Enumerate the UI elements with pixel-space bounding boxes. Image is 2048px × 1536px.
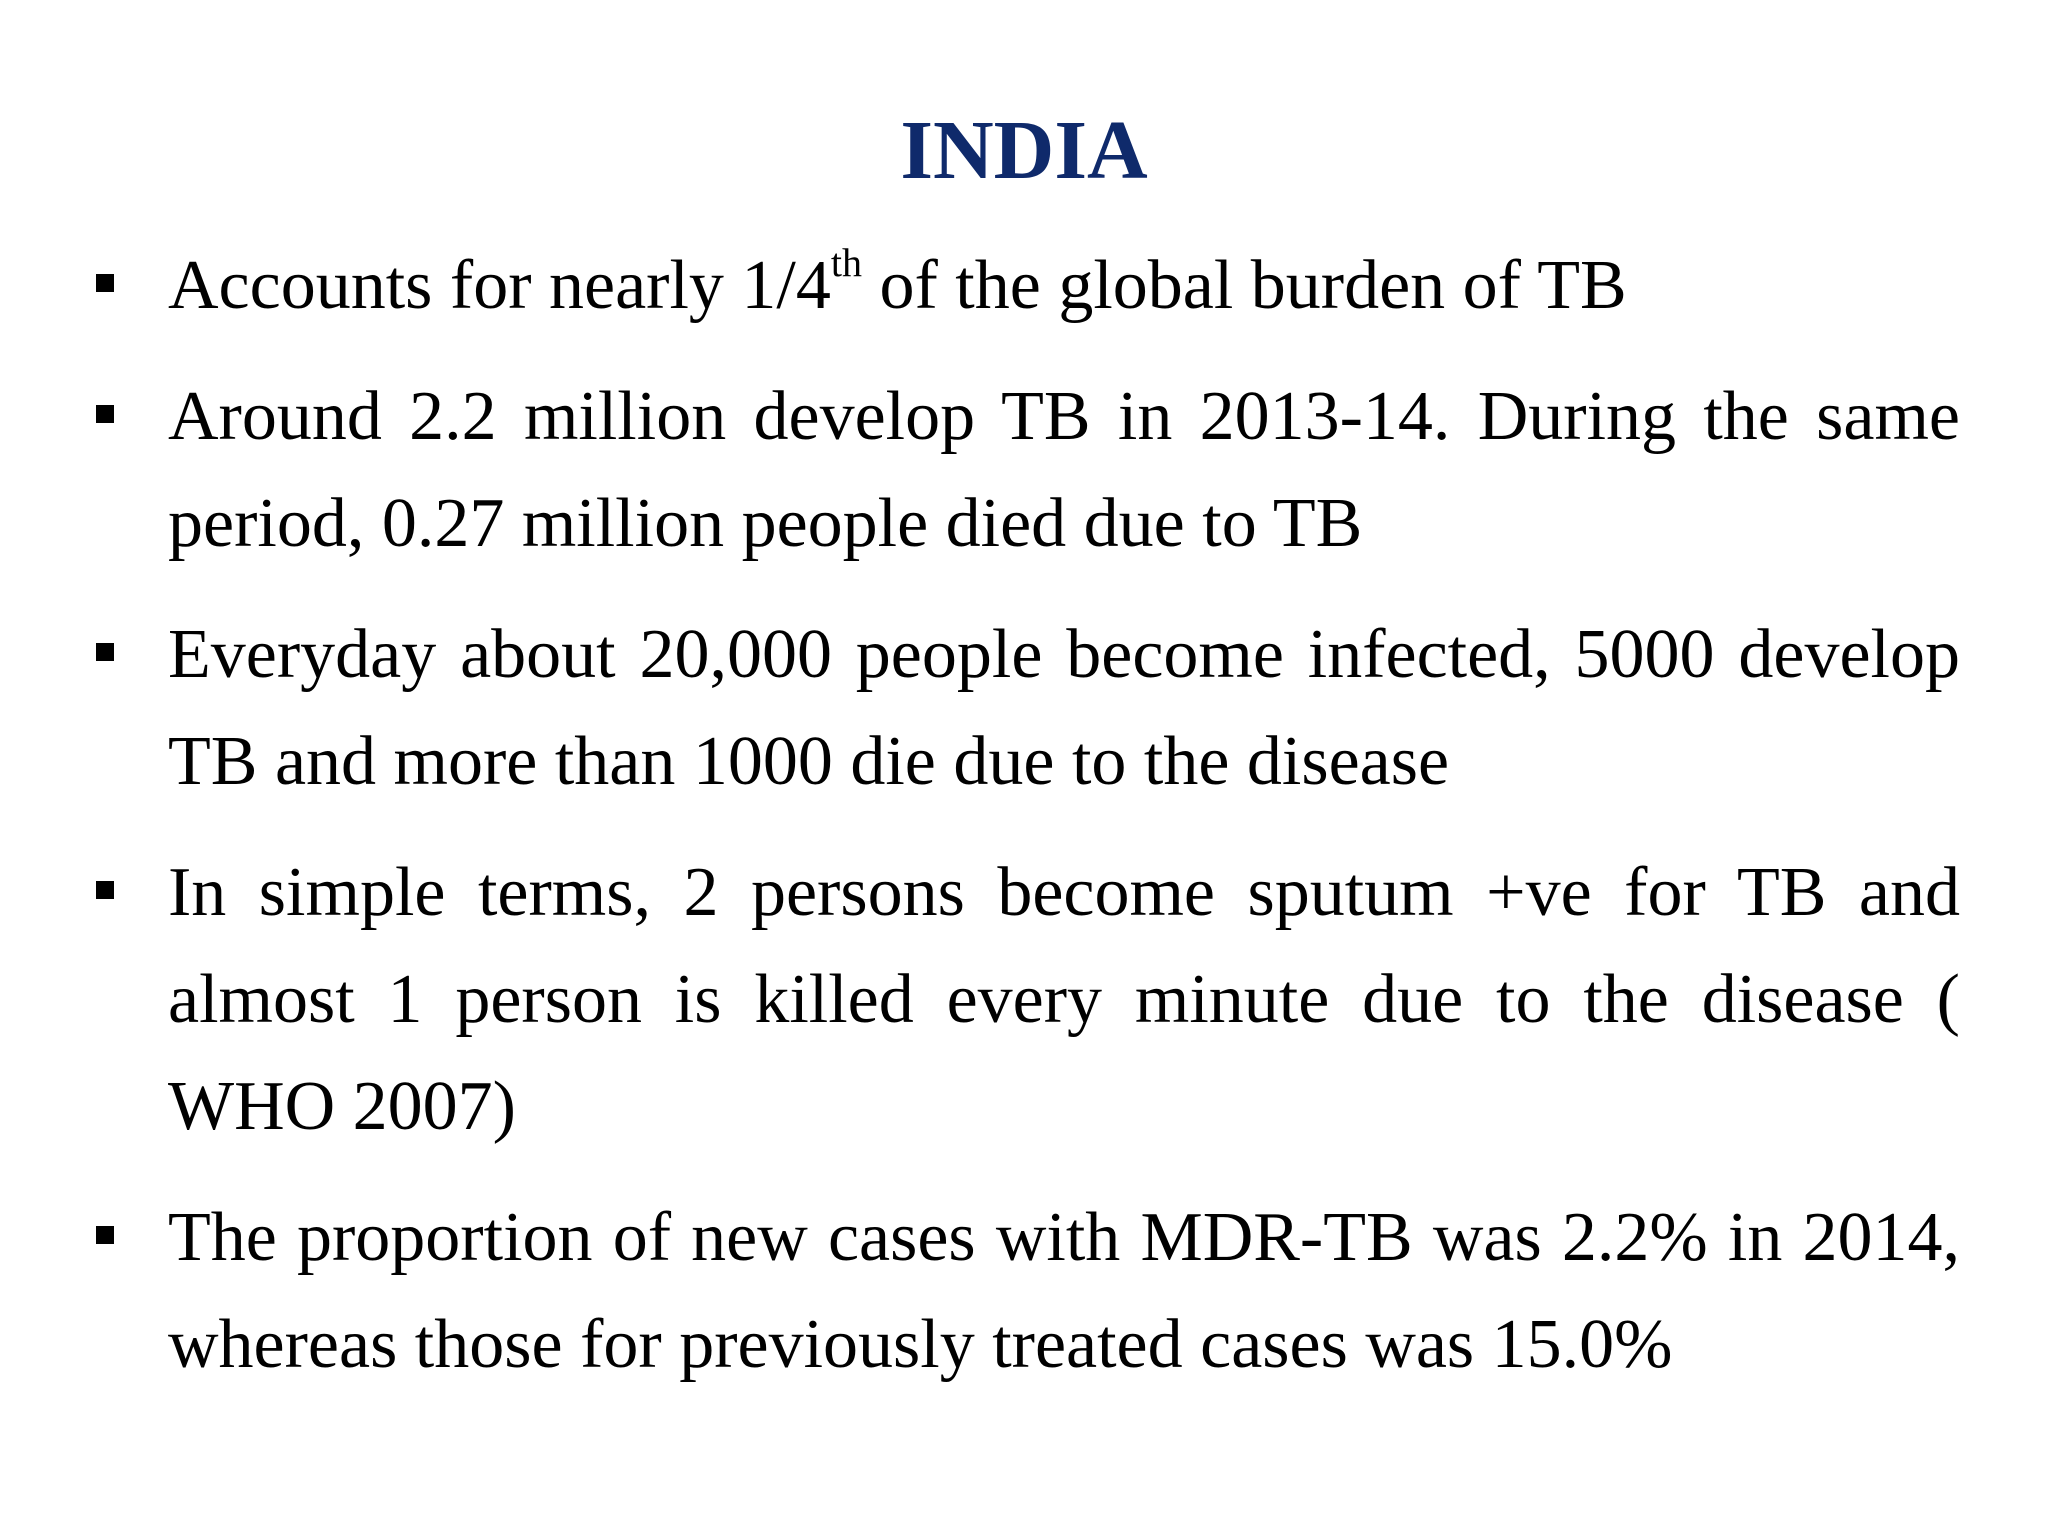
- square-bullet-icon: [96, 643, 114, 661]
- bullet-item-simple-terms: [90, 839, 1960, 1160]
- bullet-item-mdr-tb: [90, 1184, 1960, 1398]
- bullet-text: Around 2.2 million develop TB in 2013-14. During the same period, 0.27 million people died due to TB: [168, 378, 1960, 562]
- bullet-text-part: of the global burden of TB: [861, 247, 1627, 324]
- bullet-item-daily-infections: [90, 601, 1960, 815]
- bullet-item-incidence: [90, 363, 1960, 577]
- square-bullet-icon: [96, 1226, 114, 1244]
- bullet-item-global-burden: [90, 232, 1960, 339]
- square-bullet-icon: [96, 405, 114, 423]
- superscript-th: th: [830, 239, 862, 285]
- square-bullet-icon: [96, 881, 114, 899]
- slide-title: INDIA: [900, 104, 1148, 197]
- bullet-text: The proportion of new cases with MDR-TB was 2.2% in 2014, whereas those for previously treated cases was 15.0%: [168, 1199, 1960, 1383]
- bullet-list: [90, 232, 1960, 1422]
- bullet-text-part: Accounts for nearly 1/4: [168, 247, 831, 324]
- bullet-text: Everyday about 20,000 people become infected, 5000 develop TB and more than 1000 die due to the disease: [168, 616, 1960, 800]
- square-bullet-icon: [96, 274, 114, 292]
- bullet-text: In simple terms, 2 persons become sputum +ve for TB and almost 1 person is killed every minute due to the disease ( WHO 2007): [168, 854, 1960, 1145]
